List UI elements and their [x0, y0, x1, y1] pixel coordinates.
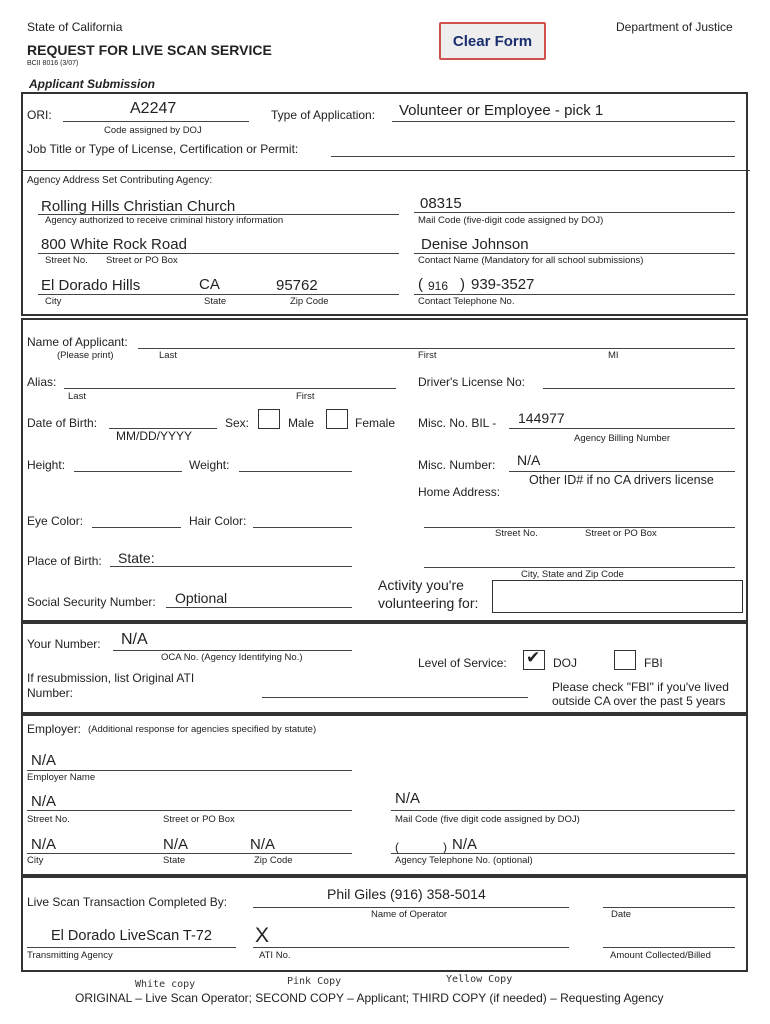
applicant-name-label: Name of Applicant: — [27, 335, 128, 349]
state-label: State of California — [27, 20, 123, 34]
contact-phone[interactable]: 939-3527 — [471, 276, 535, 293]
weight-label: Weight: — [189, 458, 230, 472]
height-field[interactable] — [74, 471, 182, 472]
home-address-label: Home Address: — [418, 485, 501, 499]
misc-bil-value[interactable]: 144977 — [518, 410, 565, 426]
eye-color-label: Eye Color: — [27, 514, 84, 528]
yellow-copy-label: Yellow Copy — [446, 974, 513, 985]
misc-number-value[interactable]: N/A — [517, 452, 541, 468]
contact-line — [414, 253, 735, 254]
hair-color-label: Hair Color: — [189, 514, 247, 528]
job-title-field[interactable] — [331, 156, 735, 157]
agency-street-line — [38, 253, 399, 254]
fbi-note-1: Please check "FBI" if you've lived — [552, 680, 729, 694]
home-street-no-label: Street No. — [495, 528, 538, 539]
job-title-label: Job Title or Type of License, Certification or Permit: — [27, 142, 299, 156]
area-code[interactable]: 916 — [428, 279, 449, 293]
divider — [21, 170, 750, 171]
city-label: City — [45, 296, 62, 307]
employer-city[interactable]: N/A — [31, 836, 57, 853]
street-no-label: Street No. — [45, 255, 88, 266]
employer-mail-code-line — [391, 810, 735, 811]
other-id-label: Other ID# if no CA drivers license — [529, 473, 714, 487]
employer-city-label: City — [27, 855, 44, 866]
home-street-label: Street or PO Box — [585, 528, 657, 539]
ori-line — [63, 121, 249, 122]
agency-zip[interactable]: 95762 — [276, 277, 318, 294]
alias-label: Alias: — [27, 375, 57, 389]
please-print-label: (Please print) — [57, 350, 114, 361]
dob-label: Date of Birth: — [27, 416, 98, 430]
ati-label: ATI No. — [259, 950, 291, 961]
employer-zip-label: Zip Code — [254, 855, 293, 866]
oca-label: OCA No. (Agency Identifying No.) — [161, 652, 303, 663]
phone-open-paren: ( — [418, 276, 423, 293]
fbi-note-2: outside CA over the past 5 years — [552, 694, 726, 708]
resubmission-label-2: Number: — [27, 686, 74, 700]
transmitting-agency-line — [27, 947, 236, 948]
section-title: Applicant Submission — [29, 77, 156, 91]
phone-close-paren: ) — [460, 276, 465, 293]
employer-name[interactable]: N/A — [31, 752, 57, 769]
male-checkbox[interactable] — [258, 409, 280, 429]
agency-mail-code[interactable]: 08315 — [420, 195, 462, 212]
employer-phone[interactable]: N/A — [452, 836, 478, 853]
employer-city-line — [27, 853, 352, 854]
date-field[interactable] — [603, 907, 735, 908]
form-number: BCII 8016 (3/07) — [27, 60, 79, 67]
your-number-line — [113, 650, 352, 651]
employer-name-line — [27, 770, 352, 771]
drivers-license-label: Driver's License No: — [418, 375, 525, 389]
city-state-zip-label: City, State and Zip Code — [521, 569, 624, 580]
fbi-checkbox[interactable] — [614, 650, 636, 670]
employer-phone-close: ) — [443, 840, 447, 854]
fbi-label: FBI — [644, 656, 663, 670]
agency-city[interactable]: El Dorado Hills — [41, 277, 141, 294]
copy-distribution: ORIGINAL – Live Scan Operator; SECOND COPY – Applicant; THIRD COPY (if needed) – Requesting Agency — [75, 991, 664, 1005]
operator-label: Name of Operator — [371, 909, 448, 920]
contact-label: Contact Name (Mandatory for all school submissions) — [418, 255, 644, 266]
date-label: Date — [611, 909, 632, 920]
place-of-birth-line — [110, 566, 352, 567]
applicant-name-field[interactable] — [138, 348, 735, 349]
male-label: Male — [288, 416, 315, 430]
weight-field[interactable] — [239, 471, 352, 472]
home-city-field[interactable] — [424, 567, 735, 568]
ssn-line — [166, 607, 352, 608]
doj-check-mark: ✔ — [526, 648, 541, 667]
employer-phone-open: ( — [395, 840, 399, 854]
level-of-service-label: Level of Service: — [418, 656, 507, 670]
zip-label: Zip Code — [290, 296, 329, 307]
activity-field[interactable] — [492, 580, 743, 613]
ori-label: ORI: — [27, 108, 52, 122]
misc-number-label: Misc. Number: — [418, 458, 496, 472]
phone-line — [414, 294, 735, 295]
misc-bil-label: Misc. No. BIL - — [418, 416, 497, 430]
ori-sublabel: Code assigned by DOJ — [104, 125, 202, 136]
type-of-application-select[interactable]: Volunteer or Employee - pick 1 — [399, 102, 604, 119]
agency-street[interactable]: 800 White Rock Road — [41, 236, 187, 253]
employer-mail-code-label: Mail Code (five digit code assigned by DOJ) — [395, 814, 580, 825]
employer-label: Employer: — [27, 722, 82, 736]
last-name-label: Last — [159, 350, 177, 361]
street-label: Street or PO Box — [106, 255, 178, 266]
agency-section-label: Agency Address Set Contributing Agency: — [27, 175, 213, 186]
female-checkbox[interactable] — [326, 409, 348, 429]
ati-line — [253, 947, 569, 948]
resubmission-label-1: If resubmission, list Original ATI — [27, 671, 195, 685]
transaction-label: Live Scan Transaction Completed By: — [27, 895, 228, 909]
eye-color-field[interactable] — [92, 527, 181, 528]
hair-color-field[interactable] — [253, 527, 352, 528]
type-label: Type of Application: — [271, 108, 376, 122]
amount-field[interactable] — [603, 947, 735, 948]
employer-section — [21, 714, 748, 876]
state-field-label: State — [204, 296, 227, 307]
transmitting-agency[interactable]: El Dorado LiveScan T-72 — [51, 928, 212, 944]
city-line — [38, 294, 399, 295]
employer-sublabel: (Additional response for agencies specified by statute) — [88, 724, 317, 735]
employer-street[interactable]: N/A — [31, 793, 57, 810]
employer-phone-line — [391, 853, 735, 854]
department-label: Department of Justice — [616, 20, 733, 34]
misc-bil-line — [509, 428, 735, 429]
alias-last-label: Last — [68, 391, 86, 402]
white-copy-label: White copy — [135, 979, 196, 990]
form-title: REQUEST FOR LIVE SCAN SERVICE — [27, 42, 272, 58]
employer-mail-code[interactable]: N/A — [395, 790, 421, 807]
employer-state-label: State — [163, 855, 186, 866]
employer-street-no-label: Street No. — [27, 814, 70, 825]
drivers-license-field[interactable] — [543, 388, 735, 389]
activity-label-1: Activity you're — [378, 577, 464, 593]
phone-label: Contact Telephone No. — [418, 296, 515, 307]
misc-number-line — [509, 471, 735, 472]
operator-line — [253, 907, 569, 908]
sex-label: Sex: — [225, 416, 250, 430]
dob-format: MM/DD/YYYY — [116, 429, 193, 443]
alias-first-label: First — [296, 391, 315, 402]
female-label: Female — [355, 416, 396, 430]
mail-code-line — [414, 212, 735, 213]
employer-street-line — [27, 810, 352, 811]
alias-field[interactable] — [64, 388, 396, 389]
ati-mark[interactable]: X — [255, 924, 270, 947]
employer-street-label: Street or PO Box — [163, 814, 235, 825]
place-of-birth-label: Place of Birth: — [27, 554, 102, 568]
clear-form-button[interactable]: Clear Form — [439, 22, 546, 60]
first-name-label: First — [418, 350, 437, 361]
transmitting-agency-label: Transmitting Agency — [27, 950, 113, 961]
agency-state[interactable]: CA — [199, 276, 220, 293]
contact-name[interactable]: Denise Johnson — [421, 236, 529, 253]
billing-label: Agency Billing Number — [574, 433, 671, 444]
agency-name-label: Agency authorized to receive criminal history information — [45, 215, 284, 226]
employer-state[interactable]: N/A — [163, 836, 189, 853]
operator-name[interactable]: Phil Giles (916) 358-5014 — [327, 886, 486, 902]
home-street-field[interactable] — [424, 527, 735, 528]
your-number-label: Your Number: — [27, 637, 101, 651]
mi-label: MI — [608, 350, 619, 361]
agency-name[interactable]: Rolling Hills Christian Church — [41, 198, 236, 215]
ori-value[interactable]: A2247 — [130, 100, 177, 117]
your-number-value[interactable]: N/A — [121, 631, 148, 648]
mail-code-label: Mail Code (five-digit code assigned by DOJ) — [418, 215, 604, 226]
doj-label: DOJ — [553, 656, 577, 670]
amount-label: Amount Collected/Billed — [610, 950, 711, 961]
ssn-value[interactable]: Optional — [175, 590, 228, 606]
activity-label-2: volunteering for: — [378, 595, 479, 611]
employer-zip[interactable]: N/A — [250, 836, 276, 853]
original-ati-field[interactable] — [262, 697, 528, 698]
pink-copy-label: Pink Copy — [287, 976, 342, 987]
employer-name-label: Employer Name — [27, 772, 96, 783]
ssn-label: Social Security Number: — [27, 595, 156, 609]
height-label: Height: — [27, 458, 66, 472]
place-of-birth-value[interactable]: State: — [118, 550, 155, 566]
employer-phone-label: Agency Telephone No. (optional) — [395, 855, 533, 866]
type-line — [392, 121, 735, 122]
